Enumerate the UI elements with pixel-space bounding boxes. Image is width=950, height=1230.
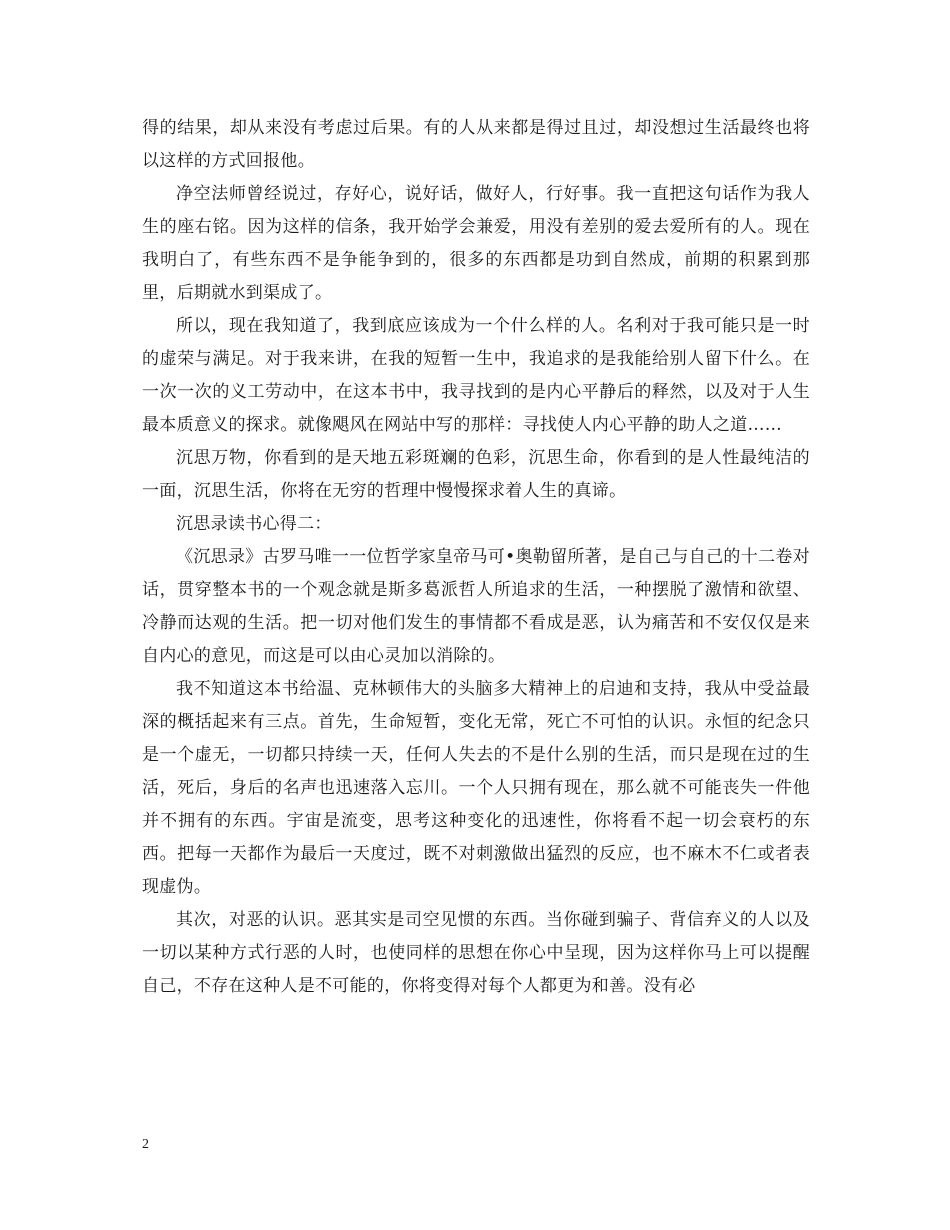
- paragraph-on-evil: 其次，对恶的认识。恶其实是司空见惯的东西。当你碰到骗子、背信弃义的人以及一切以某种方式行恶的人时，也使同样的思想在你心中呈现，因为这样你马上可以提醒自己，不存在这种人是不可能的，你将变得对每个人都更为和善。没有必: [142, 910, 810, 996]
- section-heading-reading-notes-two: 沉思录读书心得二：: [176, 514, 332, 534]
- paragraph-continuation: 得的结果，却从来没有考虑过后果。有的人从来都是得过且过，却没想过生活最终也将以这样的方式回报他。: [142, 118, 810, 171]
- paragraph-three-lessons: 我不知道这本书给温、克林顿伟大的头脑多大精神上的启迪和支持，我从中受益最深的概括起来有三点。首先，生命短暂，变化无常，死亡不可怕的认识。永恒的纪念只是一个虚无，一切都只持续一天，任何人失去的不是什么别的生活，而只是现在过的生活，死后，身后的名声也迅速落入忘川。一个人只拥有现在，那么就不可能丧失一件他并不拥有的东西。宇宙是流变，思考这种变化的迅速性，你将看不起一切会衰朽的东西。把每一天都作为最后一天度过，既不对刺激做出猛烈的反应，也不麻木不仁或者表现虚伪。: [142, 679, 810, 897]
- paragraph-contemplate-all-things: 沉思万物，你看到的是天地五彩斑斓的色彩，沉思生命，你看到的是人性最纯洁的一面，沉思生活，你将在无穷的哲理中慢慢探求着人生的真谛。: [142, 448, 810, 501]
- page-number: 2: [142, 1137, 149, 1152]
- paragraph-master-jingkong: 净空法师曾经说过，存好心，说好话，做好人，行好事。我一直把这句话作为我人生的座右铭。因为这样的信条，我开始学会兼爱，用没有差别的爱去爱所有的人。现在我明白了，有些东西不是争能争到的，很多的东西都是功到自然成，前期的积累到那里，后期就水到渠成了。: [142, 184, 810, 303]
- paragraph-meditations-intro: 《沉思录》古罗马唯一一位哲学家皇帝马可•奥勒留所著，是自己与自己的十二卷对话，贯穿整本书的一个观念就是斯多葛派哲人所追求的生活，一种摆脱了激情和欲望、冷静而达观的生活。把一切对他们发生的事情都不看成是恶，认为痛苦和不安仅仅是来自内心的意见，而这是可以由心灵加以消除的。: [142, 547, 810, 666]
- body-text: [142, 112, 810, 1003]
- paragraph-what-kind-of-person: 所以，现在我知道了，我到底应该成为一个什么样的人。名利对于我可能只是一时的虚荣与满足。对于我来讲，在我的短暂一生中，我追求的是我能给别人留下什么。在一次一次的义工劳动中，在这本书中，我寻找到的是内心平静后的释然，以及对于人生最本质意义的探求。就像飓风在网站中写的那样：寻找使人内心平静的助人之道……: [142, 316, 810, 435]
